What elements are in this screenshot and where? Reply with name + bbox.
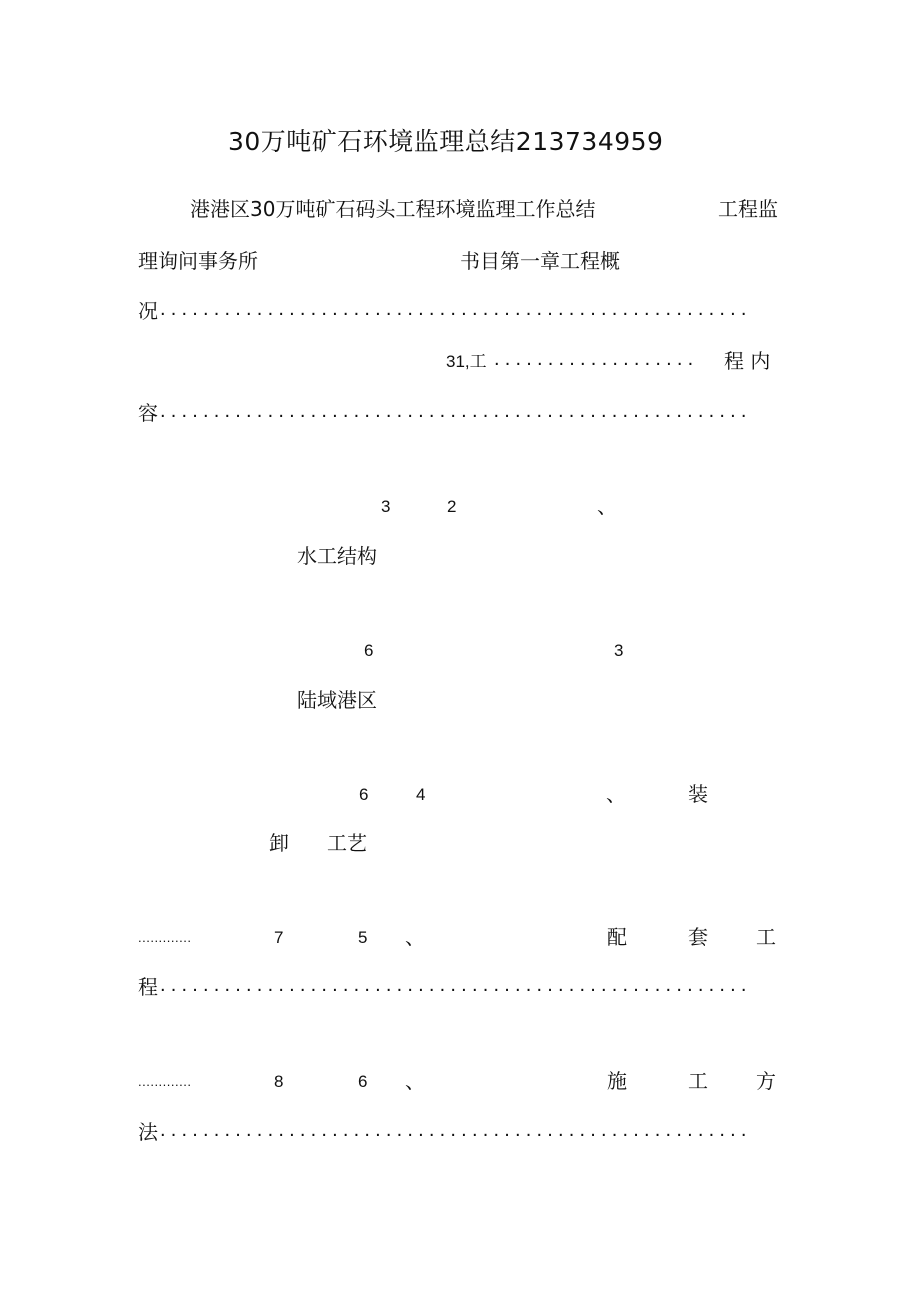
intro-line-1-right: 工程监: [718, 197, 778, 221]
intro-line-2-left: 理询问事务所: [138, 249, 258, 273]
toc-e2-page: 3: [381, 497, 391, 516]
toc-e6-page: 8: [274, 1072, 284, 1091]
toc-e2-index: 2: [447, 497, 457, 516]
toc-e5-char-4: 程: [138, 975, 158, 999]
toc-e6-char-2: 工: [688, 1069, 708, 1093]
toc-ch1-leader: .......................................................: [160, 298, 752, 320]
toc-e1-number: 31,工: [446, 352, 487, 371]
toc-e3-label: 陆域港区: [297, 688, 377, 712]
toc-e3-index: 3: [614, 641, 624, 660]
toc-e4-label-3: 工艺: [327, 831, 367, 855]
toc-e5-page: 7: [274, 928, 284, 947]
toc-e2-label: 水工结构: [297, 544, 377, 568]
toc-e6-char-1: 施: [607, 1069, 627, 1093]
toc-e6-char-3: 方: [756, 1069, 776, 1093]
toc-e4-label-1: 装: [688, 782, 708, 806]
toc-e5-leader-2: .......................................................: [160, 974, 752, 996]
toc-e1-label-end: 容: [138, 401, 158, 425]
toc-e5-char-2: 套: [688, 925, 708, 949]
toc-e3-page: 6: [364, 641, 374, 660]
toc-e6-leader: .............: [138, 1074, 192, 1089]
intro-line-2-right: 书目第一章工程概: [460, 249, 620, 273]
toc-e1-label: 程 内: [724, 349, 771, 373]
toc-e5-index: 5: [358, 928, 368, 947]
toc-e4-label-2: 卸: [269, 831, 289, 855]
toc-e1-leader: ...................: [494, 348, 699, 370]
toc-e5-separator: 、: [405, 925, 425, 949]
toc-e6-leader-2: .......................................................: [160, 1119, 752, 1141]
toc-e5-char-3: 工: [756, 925, 776, 949]
toc-e4-separator: 、: [606, 782, 626, 806]
toc-e6-index: 6: [358, 1072, 368, 1091]
toc-e4-index: 4: [416, 785, 426, 804]
toc-e5-char-1: 配: [607, 925, 627, 949]
toc-e2-separator: 、: [597, 494, 617, 518]
intro-line-1: 港港区30万吨矿石码头工程环境监理工作总结: [190, 197, 596, 221]
toc-e6-char-4: 法: [138, 1120, 158, 1144]
toc-e1-leader-2: .......................................................: [160, 400, 752, 422]
toc-e5-leader: .............: [138, 930, 192, 945]
toc-e6-separator: 、: [405, 1069, 425, 1093]
toc-ch1-label: 况: [138, 299, 158, 323]
toc-e4-page: 6: [359, 785, 369, 804]
document-title: 30万吨矿石环境监理总结213734959: [228, 127, 664, 156]
